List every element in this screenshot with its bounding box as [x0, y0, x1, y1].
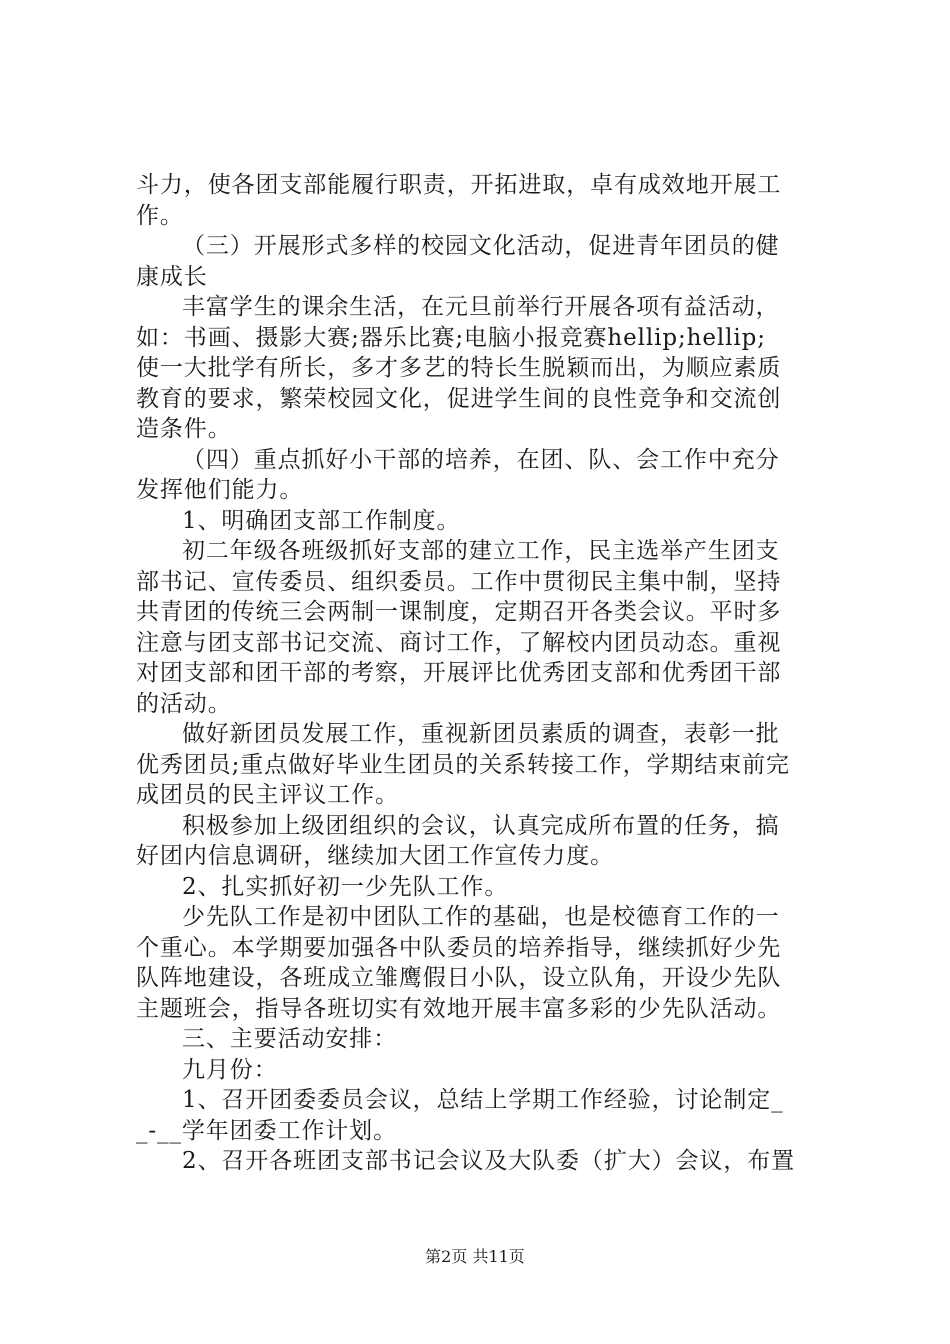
text-line: 斗力，使各团支部能履行职责，开拓进取，卓有成效地开展工: [136, 172, 782, 198]
text-line: 2、召开各班团支部书记会议及大队委（扩大）会议，布置: [182, 1148, 796, 1174]
text-line: （四）重点抓好小干部的培养，在团、队、会工作中充分: [182, 446, 780, 473]
body-text: [136, 170, 836, 1177]
text-line: 队阵地建设，各班成立雏鹰假日小队，设立队角，开设少先队: [136, 965, 782, 991]
text-line: 主题班会，指导各班切实有效地开展丰富多彩的少先队活动。: [136, 995, 782, 1022]
page-footer: 第2页 共11页: [425, 1247, 525, 1266]
text-line: 好团内信息调研，继续加大团工作宣传力度。: [136, 843, 614, 869]
text-line: 使一大批学有所长，多才多艺的特长生脱颖而出，为顺应素质: [136, 355, 782, 381]
text-line: 个重心。本学期要加强各中队委员的培养指导，继续抓好少先: [136, 934, 782, 961]
text-line: 积极参加上级团组织的会议，认真完成所布置的任务，搞: [182, 812, 780, 839]
text-line: 发挥他们能力。: [136, 477, 304, 503]
text-line: 1、明确团支部工作制度。: [182, 507, 461, 534]
text-line: 造条件。: [136, 416, 232, 442]
text-line: 2、扎实抓好初一少先队工作。: [182, 873, 509, 900]
text-line: 作。: [136, 202, 184, 229]
text-line: 丰富学生的课余生活，在元旦前举行开展各项有益活动，: [182, 294, 780, 320]
text-line: 1、召开团委委员会议，总结上学期工作经验，讨论制定_: [182, 1087, 784, 1113]
text-line: （三）开展形式多样的校园文化活动，促进青年团员的健: [182, 233, 780, 259]
text-line: 部书记、宣传委员、组织委员。工作中贯彻民主集中制，坚持: [136, 568, 782, 595]
text-line: 初二年级各班级抓好支部的建立工作，民主选举产生团支: [182, 538, 780, 564]
text-line: 少先队工作是初中团队工作的基础，也是校德育工作的一: [182, 904, 780, 930]
text-line: 康成长: [136, 263, 208, 290]
text-line: 注意与团支部书记交流、商讨工作，了解校内团员动态。重视: [136, 629, 782, 656]
text-line: 对团支部和团干部的考察，开展评比优秀团支部和优秀团干部: [136, 660, 782, 686]
text-line: 共青团的传统三会两制一课制度，定期召开各类会议。平时多: [136, 599, 782, 625]
text-line: 优秀团员;重点做好毕业生团员的关系转接工作，学期结束前完: [136, 751, 790, 778]
text-line: 成团员的民主评议工作。: [136, 782, 399, 808]
text-line: _-__学年团委工作计划。: [136, 1117, 397, 1144]
text-line: 的活动。: [136, 690, 232, 717]
month-heading: 九月份：: [182, 1056, 278, 1083]
text-line: 如：书画、摄影大赛;器乐比赛;电脑小报竞赛hellip;hellip;: [136, 324, 766, 351]
text-line: 教育的要求，繁荣校园文化，促进学生间的良性竞争和交流创: [136, 385, 782, 412]
section-heading: 三、主要活动安排：: [182, 1026, 398, 1052]
text-line: 做好新团员发展工作，重视新团员素质的调查，表彰一批: [182, 721, 780, 747]
